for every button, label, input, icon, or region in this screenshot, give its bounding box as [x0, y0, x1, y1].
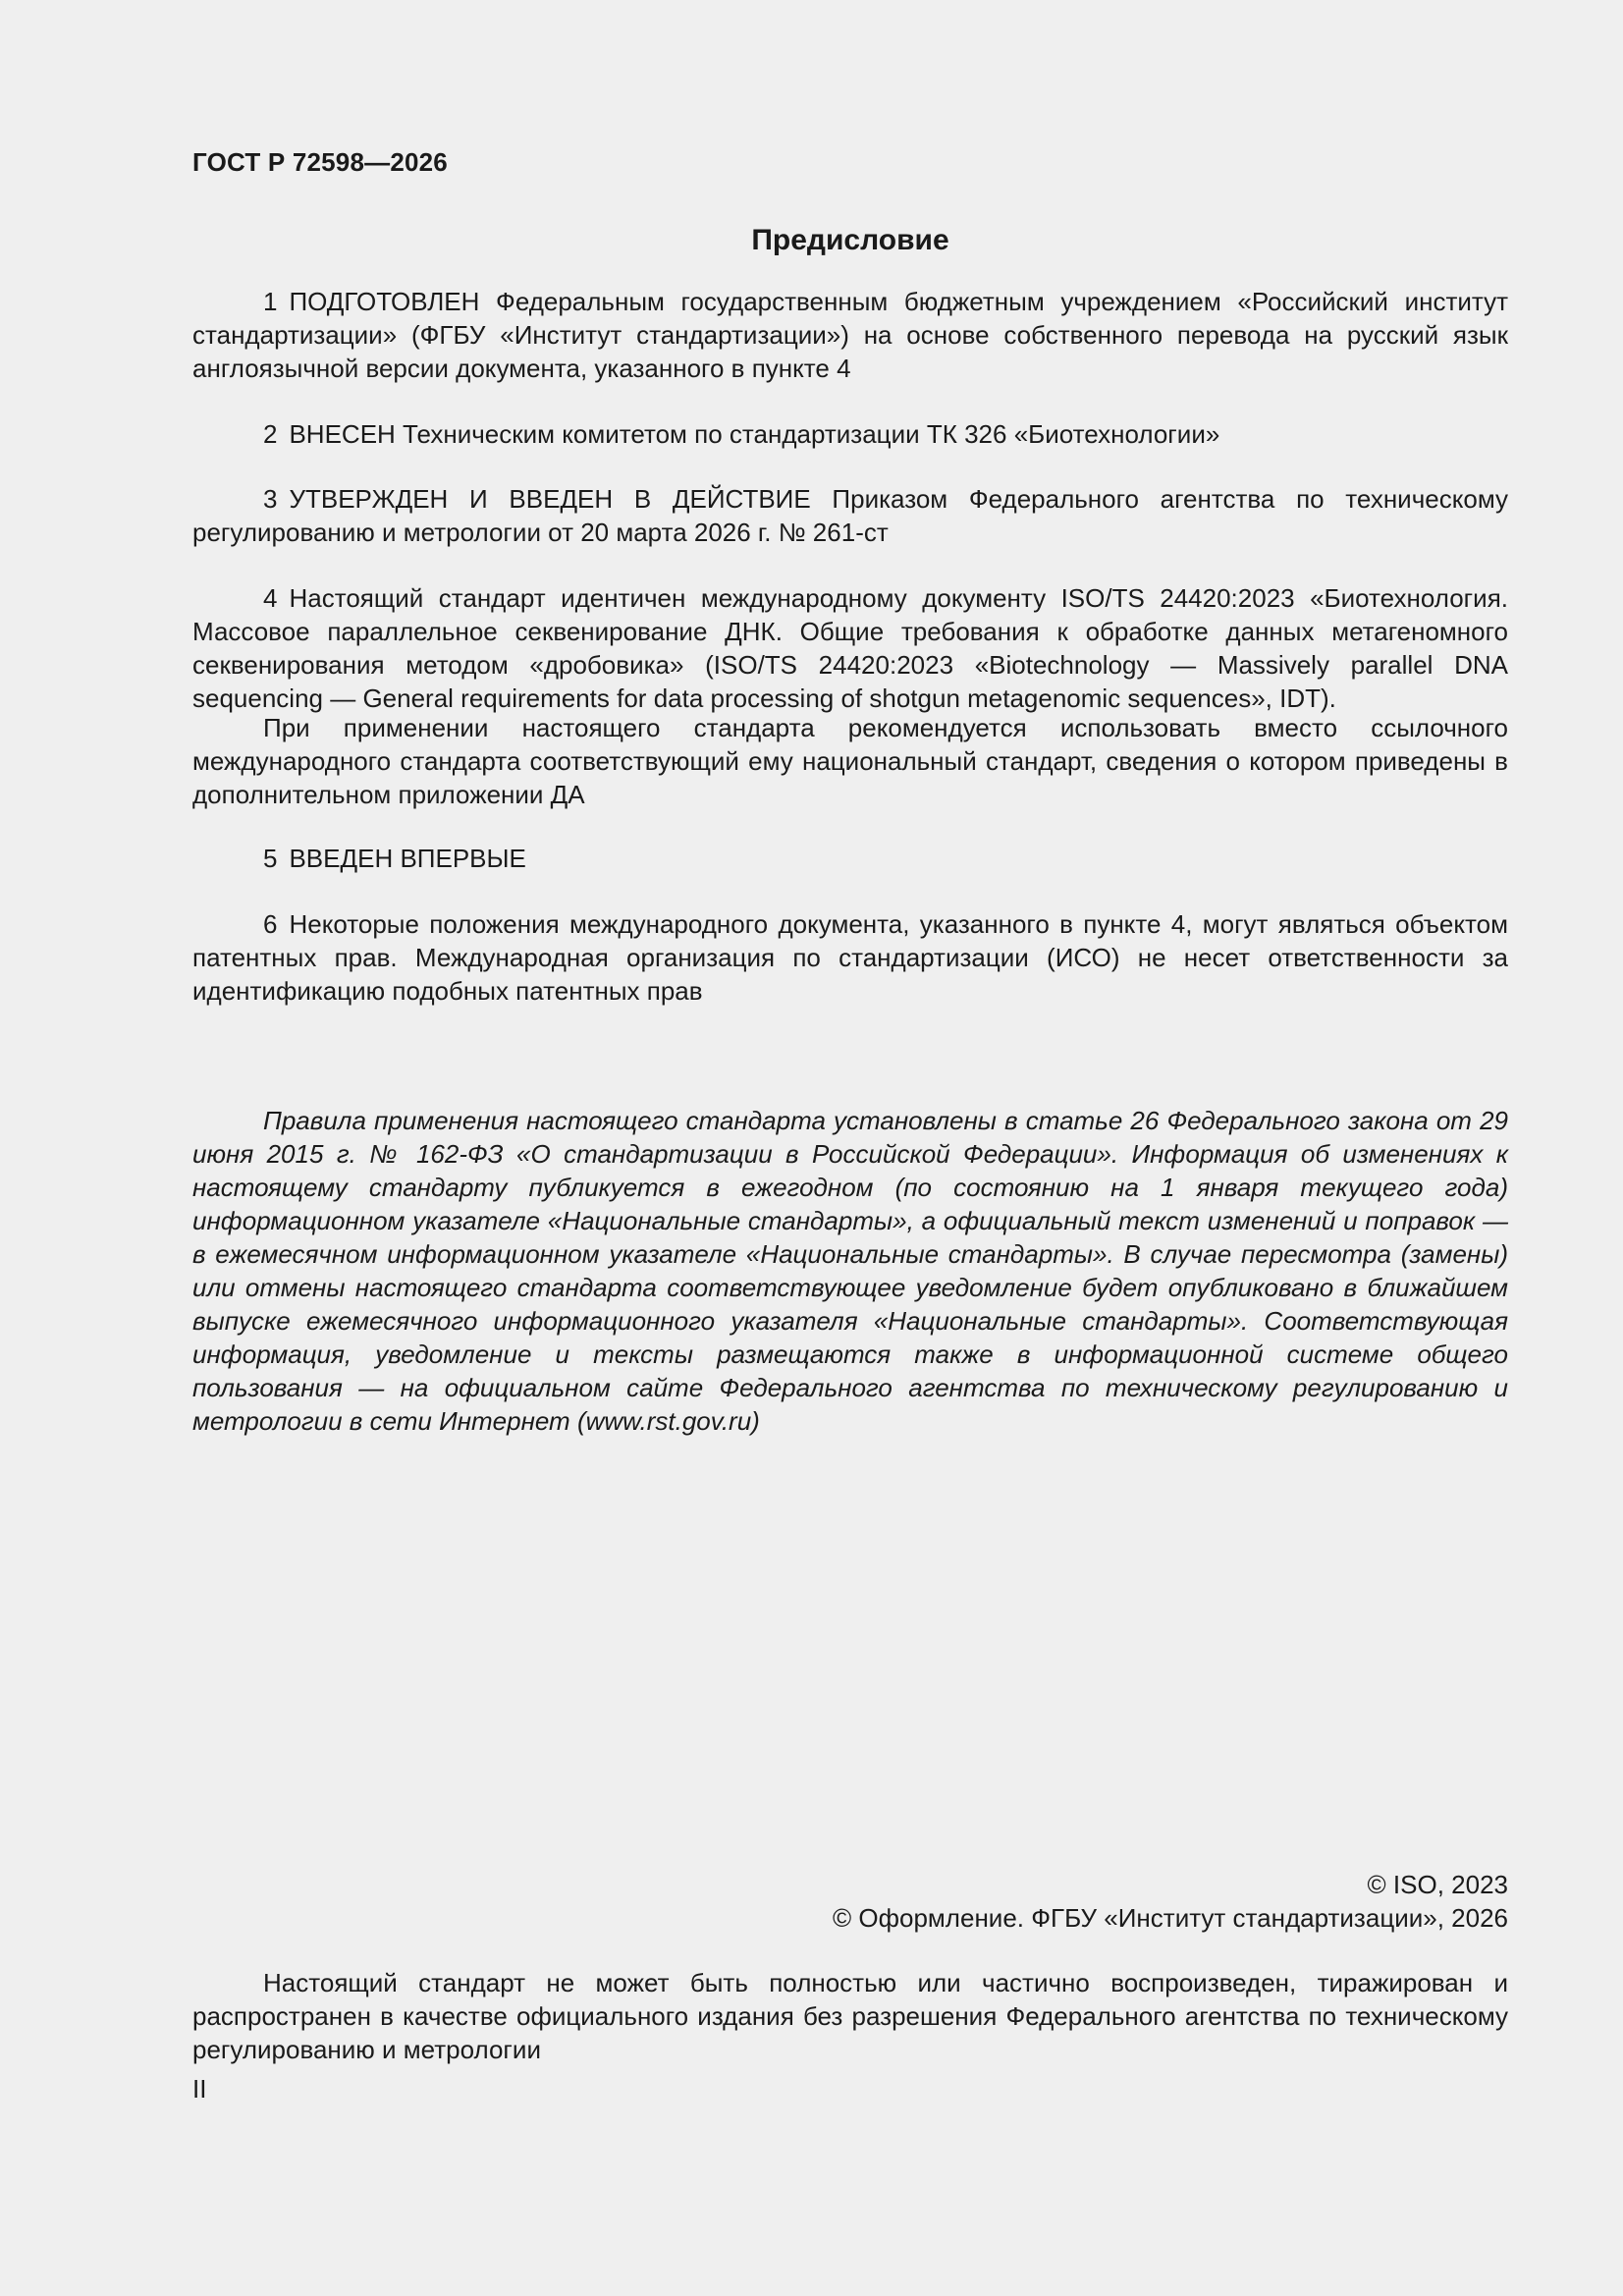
item-text: Некоторые положения международного документа, указанного в пункте 4, могут являться объектом патентных прав. Международная организация по стандартизации (ИСО) не несет ответственности за идентификацию подобных патентных прав — [192, 909, 1508, 1006]
document-page — [192, 0, 1508, 2296]
item-text: ВВЕДЕН ВПЕРВЫЕ — [289, 844, 526, 873]
item-number: 4 — [263, 583, 278, 613]
page-title: Предисловие — [751, 224, 949, 256]
item-number: 1 — [263, 287, 278, 316]
page-number: II — [192, 2074, 207, 2104]
item-text: ПОДГОТОВЛЕН Федеральным государственным бюджетным учреждением «Российский институт стандартизации» (ФГБУ «Институт стандартизации») на основе собственного перевода на русский язык англоязычной версии документа, указанного в пункте 4 — [192, 287, 1508, 383]
standard-code: ГОСТ Р 72598—2026 — [192, 147, 448, 177]
foreword-item-6 — [192, 907, 1508, 1008]
foreword-item-4-continuation: При применении настоящего стандарта рекомендуется использовать вместо ссылочного международного стандарта соответствующий ему национальный стандарт, сведения о котором приведены в дополнительном приложении ДА — [192, 713, 1508, 809]
application-rules-notice: Правила применения настоящего стандарта установлены в статье 26 Федерального закона от 29 июня 2015 г. № 162-ФЗ «О стандартизации в Российской Федерации». Информация об изменениях к настоящему стандарту публикуется в ежегодном (по состоянию на 1 января текущего года) информационном указателе «Национальные стандарты», а официальный текст изменений и поправок — в ежемесячном информационном указателе «Национальные стандарты». В случае пересмотра (замены) или отмены настоящего стандарта соответствующее уведомление будет опубликовано в ближайшем выпуске ежемесячного информационного указателя «Национальные стандарты». Соответствующая информация, уведомление и тексты размещаются также в информационной системе общего пользования — на официальном сайте Федерального агентства по техническому регулированию и метрологии в сети Интернет (www.rst.gov.ru) — [192, 1106, 1508, 1436]
foreword-item-2 — [192, 417, 1508, 451]
item-number: 3 — [263, 484, 278, 514]
item-text: ВНЕСЕН Техническим комитетом по стандартизации ТК 326 «Биотехнологии» — [289, 419, 1220, 449]
item-number: 6 — [263, 909, 278, 939]
foreword-item-3 — [192, 482, 1508, 549]
item-number: 5 — [263, 844, 278, 873]
foreword-item-4 — [192, 581, 1508, 715]
item-text: Настоящий стандарт идентичен международному документу ISO/TS 24420:2023 «Биотехнология. Массовое параллельное секвенирование ДНК. Общие требования к обработке данных метагеномного секвенирования методом «дробовика» (ISO/TS 24420:2023 «Biotechnology — Massively parallel DNA sequencing — General requirements for data processing of shotgun metagenomic sequences», IDT). — [192, 583, 1508, 713]
foreword-item-5 — [192, 842, 1508, 875]
reproduction-notice: Настоящий стандарт не может быть полностью или частично воспроизведен, тиражирован и распространен в качестве официального издания без разрешения Федерального агентства по техническому регулированию и метрологии — [192, 1968, 1508, 2064]
item-text: УТВЕРЖДЕН И ВВЕДЕН В ДЕЙСТВИЕ Приказом Федерального агентства по техническому регулированию и метрологии от 20 марта 2026 г. № 261-ст — [192, 484, 1508, 547]
iso-copyright: © ISO, 2023 — [1367, 1870, 1508, 1899]
design-copyright: © Оформление. ФГБУ «Институт стандартизации», 2026 — [833, 1903, 1508, 1933]
item-number: 2 — [263, 419, 278, 449]
foreword-item-1 — [192, 285, 1508, 385]
